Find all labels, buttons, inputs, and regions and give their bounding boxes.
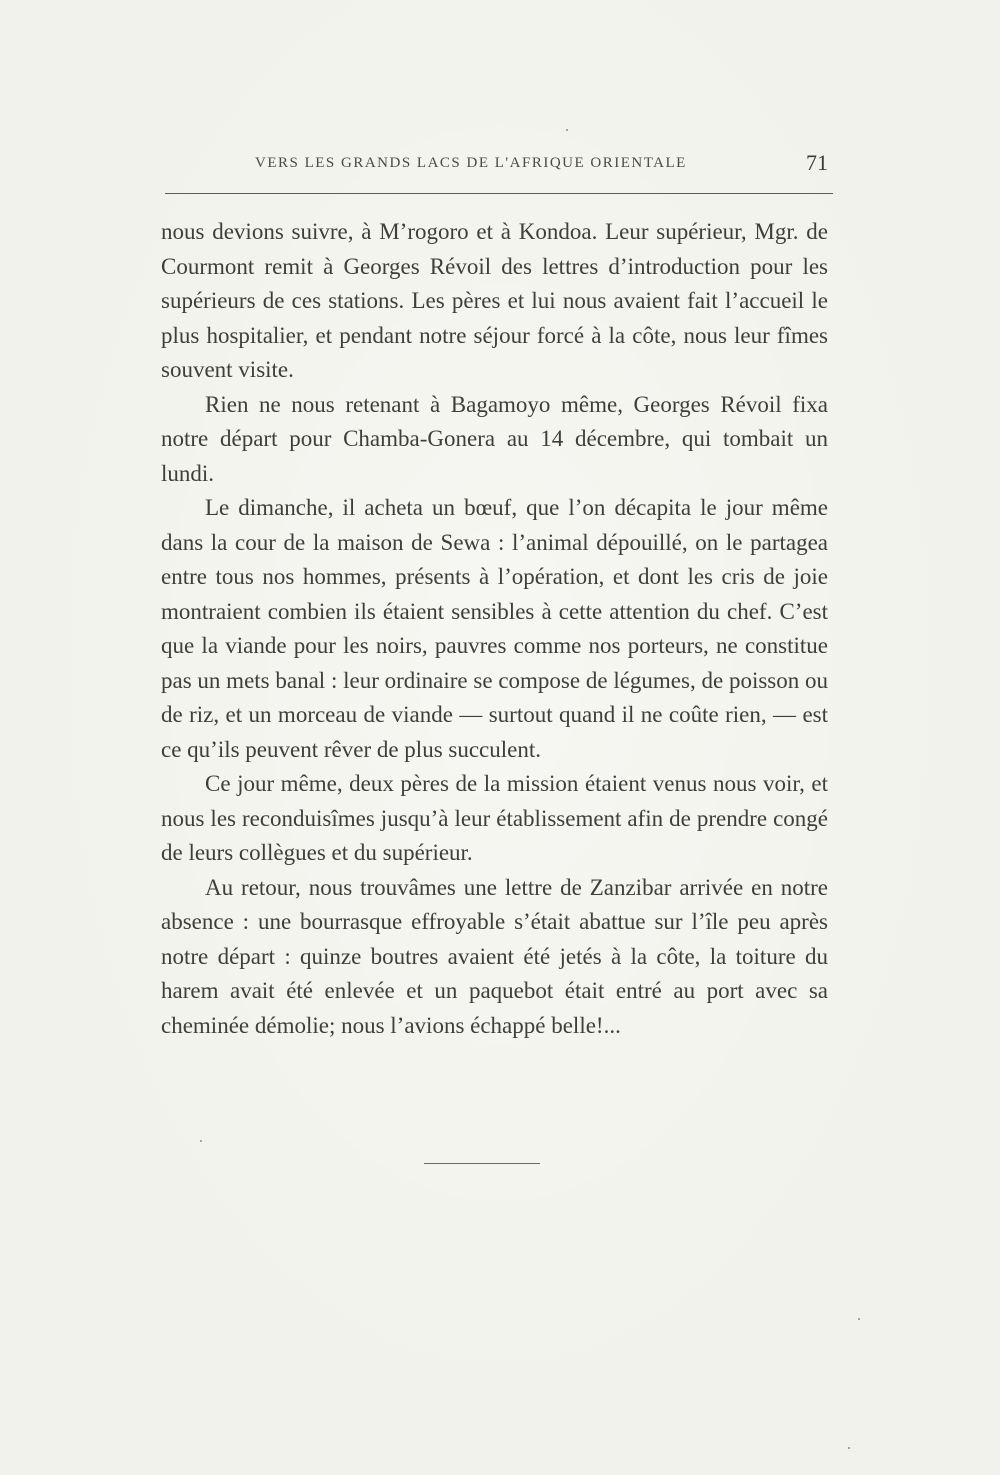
- paper-speck: [848, 1447, 850, 1449]
- paper-speck: [566, 129, 568, 131]
- paper-speck: [200, 1140, 202, 1142]
- paragraph-continuation: nous devions suivre, à M’rogoro et à Kondoa. Leur supérieur, Mgr. de Courmont remit à Georges Révoil des lettres d’introduction pour les supérieurs de ces stations. Les pères et lui nous avaient fait l’accueil le plus hospitalier, et pendant notre séjour forcé à la côte, nous leur fîmes souvent visite.: [161, 219, 828, 382]
- chapter-end-rule: [424, 1163, 540, 1164]
- header-rule: [165, 193, 833, 194]
- body-text: [161, 215, 828, 1043]
- running-head: VERS LES GRANDS LACS DE L'AFRIQUE ORIENTALE: [255, 155, 687, 171]
- paragraph-sunday: Le dimanche, il acheta un bœuf, que l’on décapita le jour même dans la cour de la maison de Sewa : l’animal dépouillé, on le partagea entre tous nos hommes, présents à l’opération, et dont les cris de joie montraient combien ils étaient sensibles à cette attention du chef. C’est que la viande pour les noirs, pauvres comme nos porteurs, ne constitue pas un mets banal : leur ordinaire se compose de légumes, de poisson ou de riz, et un morceau de viande — surtout quand il ne coûte rien, — est ce qu’ils peuvent rêver de plus succulent.: [161, 495, 828, 762]
- paragraph-zanzibar-letter: Au retour, nous trouvâmes une lettre de Zanzibar arrivée en notre absence : une bourrasque effroyable s’était abattue sur l’île peu après notre départ : quinze boutres avaient été jetés à la côte, la toiture du harem avait été enlevée et un paquebot était entré au port avec sa cheminée démolie; nous l’avions échappé belle!...: [161, 874, 828, 1038]
- paper-speck: [858, 1318, 860, 1320]
- paragraph-departure: Rien ne nous retenant à Bagamoyo même, Georges Révoil fixa notre départ pour Chamba-Gonera au 14 décembre, qui tombait un lundi.: [161, 391, 828, 486]
- paragraph-mission-visit: Ce jour même, deux pères de la mission étaient venus nous voir, et nous les reconduisîmes jusqu’à leur établissement afin de prendre congé de leurs collègues et du supérieur.: [161, 771, 828, 865]
- page-number: 71: [806, 150, 828, 175]
